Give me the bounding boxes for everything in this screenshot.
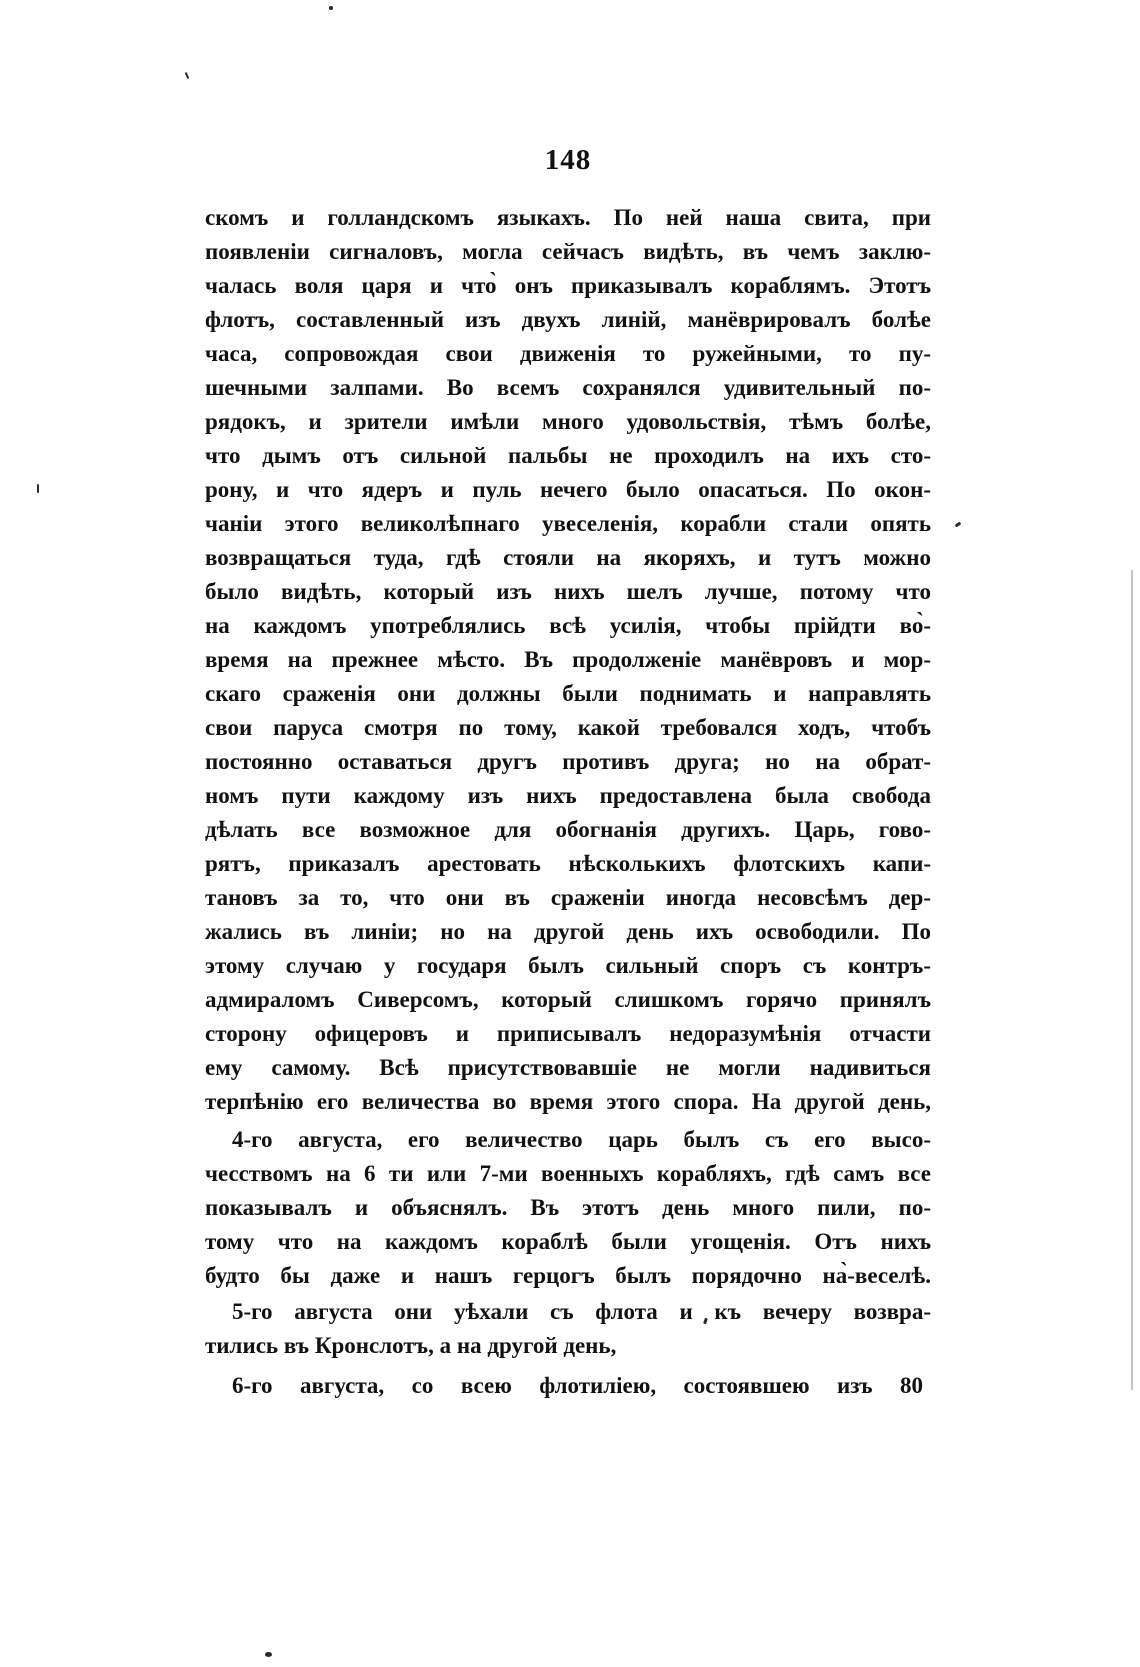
page-number: 148 [544,144,592,176]
text-line: показывалъ и объяснялъ. Въ этотъ день много пили, по- [205,1195,931,1220]
text-line: чалась воля царя и что̀ онъ приказывалъ кораблямъ. Этотъ [205,273,931,298]
text-line: флотъ, составленный изъ двухъ линій, манёврировалъ болѣе [205,307,931,332]
text-line: шечными залпами. Во всемъ сохранялся удивительный по- [205,375,931,400]
paragraph [205,1369,931,1403]
scan-speck [185,72,190,79]
text-line: 6-го августа, со всею флотиліею, состоявшею изъ 80 [232,1373,923,1398]
text-line: возвращаться туда, гдѣ стояли на якоряхъ, и тутъ можно [205,545,931,570]
text-line: тому что на каждомъ кораблѣ были угощенія. Отъ нихъ [205,1229,931,1254]
text-line: появленіи сигналовъ, могла сейчасъ видѣть, въ чемъ заклю- [205,239,931,264]
scan-speck [265,1652,272,1657]
text-line: 5-го августа они уѣхали съ флота и къ вечеру возвра- [232,1299,931,1324]
text-line: время на прежнее мѣсто. Въ продолженіе манёвровъ и мор- [205,647,931,672]
text-line: тановъ за то, что они въ сраженіи иногда несовсѣмъ дер- [205,885,931,910]
text-line: ему самому. Всѣ присутствовавшіе не могли надивиться [205,1055,931,1080]
text-line: терпѣнію его величества во время этого спора. На другой день, [205,1089,931,1114]
text-line: тились въ Кронслотъ, а на другой день, [205,1333,617,1358]
text-line: жались въ линіи; но на другой день ихъ освободили. По [205,919,931,944]
text-line: дѣлать все возможное для обогнанія другихъ. Царь, гово- [205,817,931,842]
text-line: скаго сраженія они должны были поднимать и направлять [205,681,931,706]
text-line: номъ пути каждому изъ нихъ предоставлена была свобода [205,783,931,808]
body-text [205,201,931,1403]
paragraph [205,1295,931,1363]
text-line: скомъ и голландскомъ языкахъ. По ней наша свита, при [205,205,931,230]
text-line: постоянно оставаться другъ противъ друга; но на обрат- [205,749,931,774]
text-line: на каждомъ употреблялись всѣ усилія, чтобы прійдти во̀- [205,613,931,638]
scan-speck [955,522,962,528]
text-line: сторону офицеровъ и приписывалъ недоразумѣнія отчасти [205,1021,931,1046]
text-line: будто бы даже и нашъ герцогъ былъ порядочно на̀-веселѣ. [205,1263,931,1288]
text-line: рядокъ, и зрители имѣли много удовольствія, тѣмъ болѣе, [205,409,931,434]
text-line: адмираломъ Сиверсомъ, который слишкомъ горячо принялъ [205,987,931,1012]
text-line: было видѣть, который изъ нихъ шелъ лучше, потому что [205,579,931,604]
text-line: чаніи этого великолѣпнаго увеселенія, корабли стали опять [205,511,931,536]
text-line: этому случаю у государя былъ сильный споръ съ контръ- [205,953,931,978]
text-line: свои паруса смотря по тому, какой требовался ходъ, чтобъ [205,715,931,740]
text-line: 4-го августа, его величество царь былъ съ его высо- [232,1127,931,1152]
text-line: чесствомъ на 6 ти или 7-ми военныхъ корабляхъ, гдѣ самъ все [205,1161,931,1186]
text-line: рятъ, приказалъ арестовать нѣсколькихъ флотскихъ капи- [205,851,931,876]
scan-speck [37,484,39,493]
text-line: рону, и что ядеръ и пуль нечего было опасаться. По окон- [205,477,931,502]
paragraph [205,201,931,1119]
text-line: что дымъ отъ сильной пальбы не проходилъ на ихъ сто- [205,443,931,468]
scan-speck [329,6,333,10]
paragraph [205,1123,931,1293]
scan-edge-line [1131,570,1133,1390]
text-line: часа, сопровождая свои движенія то ружейными, то пу- [205,341,931,366]
